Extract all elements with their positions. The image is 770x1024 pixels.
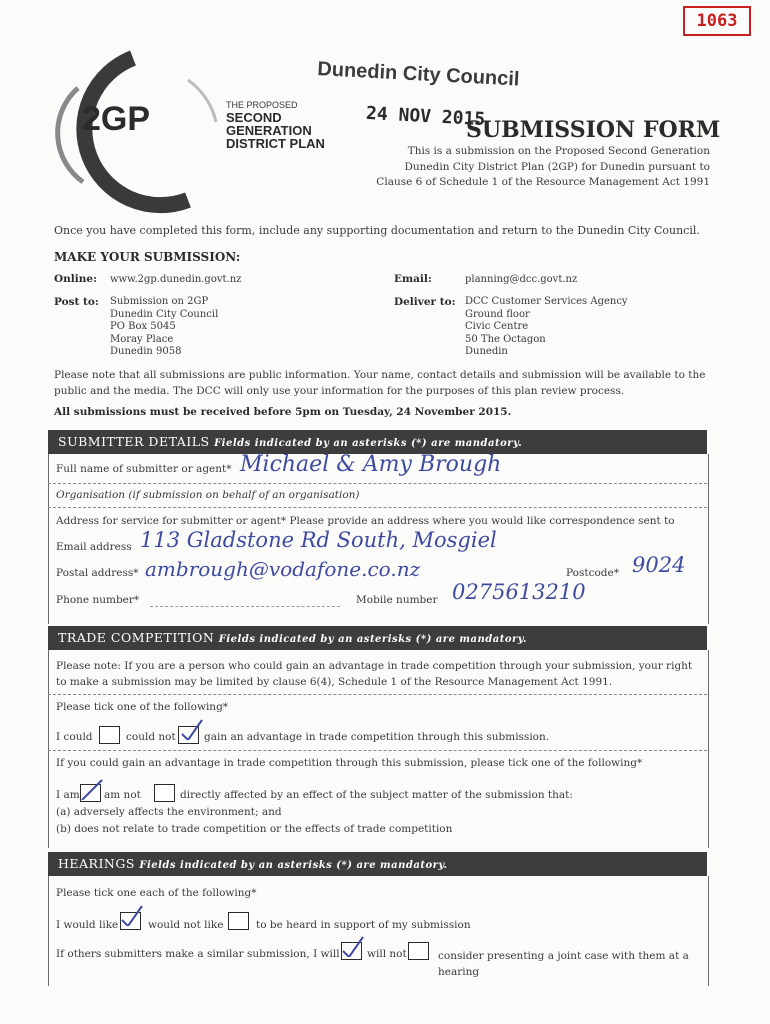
post-label: Post to: xyxy=(54,296,99,308)
email-label: Email: xyxy=(394,273,432,285)
joint-case-text: consider presenting a joint case with them at a hearing xyxy=(438,950,689,978)
trade-competition-header xyxy=(48,626,707,650)
if-could-instruction: If you could gain an advantage in trade competition through this submission, please tick one of the following* xyxy=(56,757,643,769)
address-field[interactable]: 113 Gladstone Rd South, Mosgiel xyxy=(140,528,497,552)
online-label: Online: xyxy=(54,273,97,285)
will-not-label: will not xyxy=(367,948,407,960)
full-name-field[interactable]: Michael & Amy Brough xyxy=(240,452,502,477)
logo-text: 2GP xyxy=(82,100,151,138)
trade-heading: TRADE COMPETITION xyxy=(58,630,215,645)
submitter-details-header xyxy=(48,430,707,454)
make-submission-heading: MAKE YOUR SUBMISSION: xyxy=(54,250,241,264)
email-field[interactable]: ambrough@vodafone.co.nz xyxy=(145,557,421,581)
post-line: Dunedin City Council xyxy=(110,308,219,320)
plan-line-1: SECOND xyxy=(226,110,282,125)
deliver-line: DCC Customer Services Agency xyxy=(465,296,628,307)
mobile-field[interactable]: 0275613210 xyxy=(452,580,586,604)
heard-text: to be heard in support of my submission xyxy=(256,919,471,931)
checkmark-icon xyxy=(180,718,204,740)
date-received-stamp: 24 NOV 2015 xyxy=(365,102,486,131)
would-not-like-checkbox[interactable] xyxy=(228,912,249,930)
intro-text: This is a submission on the Proposed Second Generation Dunedin City District Plan (2GP) for Dunedin pursuant to Clause 6 of Schedule 1 of the Resource Management Act 1991 xyxy=(376,145,710,188)
hearings-tick-instruction: Please tick one each of the following* xyxy=(56,887,257,899)
gain-text: gain an advantage in trade competition through this submission. xyxy=(204,731,550,743)
phone-field[interactable] xyxy=(150,606,340,607)
full-name-label: Full name of submitter or agent* xyxy=(56,463,232,475)
email-link[interactable]: planning@dcc.govt.nz xyxy=(465,274,578,285)
trade-tick-instruction: Please tick one of the following* xyxy=(56,701,229,713)
hearings-header xyxy=(48,852,707,876)
postcode-label: Postcode* xyxy=(566,567,619,579)
plan-line-2: GENERATION xyxy=(226,123,312,138)
plan-line-3: DISTRICT PLAN xyxy=(226,136,325,151)
am-not-checkbox[interactable] xyxy=(154,784,175,802)
address-label: Address for service for submitter or agent* Please provide an address where you would like correspondence sent to xyxy=(56,515,675,527)
post-line: Submission on 2GP xyxy=(110,296,209,307)
mobile-label: Mobile number xyxy=(356,594,438,606)
council-name: Dunedin City Council xyxy=(316,58,520,91)
post-address xyxy=(110,296,218,359)
post-line: PO Box 5045 xyxy=(110,321,176,332)
cross-mark-icon xyxy=(80,778,104,800)
form-title: SUBMISSION FORM xyxy=(466,117,721,143)
hearings-heading: HEARINGS xyxy=(58,856,135,871)
i-am-label: I am xyxy=(56,789,80,801)
submitter-heading: SUBMITTER DETAILS xyxy=(58,434,210,449)
will-not-checkbox[interactable] xyxy=(408,942,429,960)
trade-subheading: Fields indicated by an asterisks (*) are mandatory. xyxy=(218,634,527,645)
would-like-label: I would like xyxy=(56,919,119,931)
directly-affected-text: directly affected by an effect of the subject matter of the submission that: xyxy=(180,789,573,801)
organisation-label[interactable]: Organisation (if submission on behalf of an organisation) xyxy=(56,489,360,501)
item-a: (a) adversely affects the environment; and xyxy=(56,806,282,818)
postal-address-label: Postal address* xyxy=(56,567,139,579)
hearings-subheading: Fields indicated by an asterisks (*) are mandatory. xyxy=(139,860,448,871)
postcode-field[interactable]: 9024 xyxy=(632,553,686,577)
submitter-subheading: Fields indicated by an asterisks (*) are mandatory. xyxy=(214,438,523,449)
plan-prefix: THE PROPOSED xyxy=(226,100,298,110)
am-not-label: am not xyxy=(104,789,141,801)
could-checkbox[interactable] xyxy=(99,726,120,744)
deliver-line: Ground floor xyxy=(465,308,530,320)
online-link[interactable]: www.2gp.dunedin.govt.nz xyxy=(110,274,242,285)
document-number-stamp: 1063 xyxy=(683,6,751,36)
checkmark-icon xyxy=(341,935,365,957)
deliver-address xyxy=(465,296,628,359)
instructions: Once you have completed this form, include any supporting documentation and return to the Dunedin City Council. xyxy=(54,224,700,237)
would-not-like-label: would not like xyxy=(148,919,224,931)
deliver-line: 50 The Octagon xyxy=(465,333,546,345)
post-line: Moray Place xyxy=(110,333,174,345)
could-not-label: could not xyxy=(126,731,176,743)
item-b: (b) does not relate to trade competition or the effects of trade competition xyxy=(56,823,453,835)
privacy-note: Please note that all submissions are public information. Your name, contact details and submission will be available to the public and the media. The DCC will only use your information for the purposes of this plan review process. xyxy=(54,369,706,397)
others-text: If others submitters make a similar submission, I will xyxy=(56,948,340,960)
email-address-label: Email address xyxy=(56,541,132,553)
phone-label: Phone number* xyxy=(56,594,140,606)
deliver-line: Dunedin xyxy=(465,346,508,357)
deadline: All submissions must be received before 5pm on Tuesday, 24 November 2015. xyxy=(54,406,512,418)
could-label: I could xyxy=(56,731,93,743)
deliver-line: Civic Centre xyxy=(465,321,529,332)
checkmark-icon xyxy=(120,904,144,926)
deliver-label: Deliver to: xyxy=(394,296,456,308)
post-line: Dunedin 9058 xyxy=(110,346,182,357)
trade-note: Please note: If you are a person who could gain an advantage in trade competition through your submission, your right to make a submission may be limited by clause 6(4), Schedule 1 of the Resource Management Act 1991. xyxy=(56,660,693,688)
